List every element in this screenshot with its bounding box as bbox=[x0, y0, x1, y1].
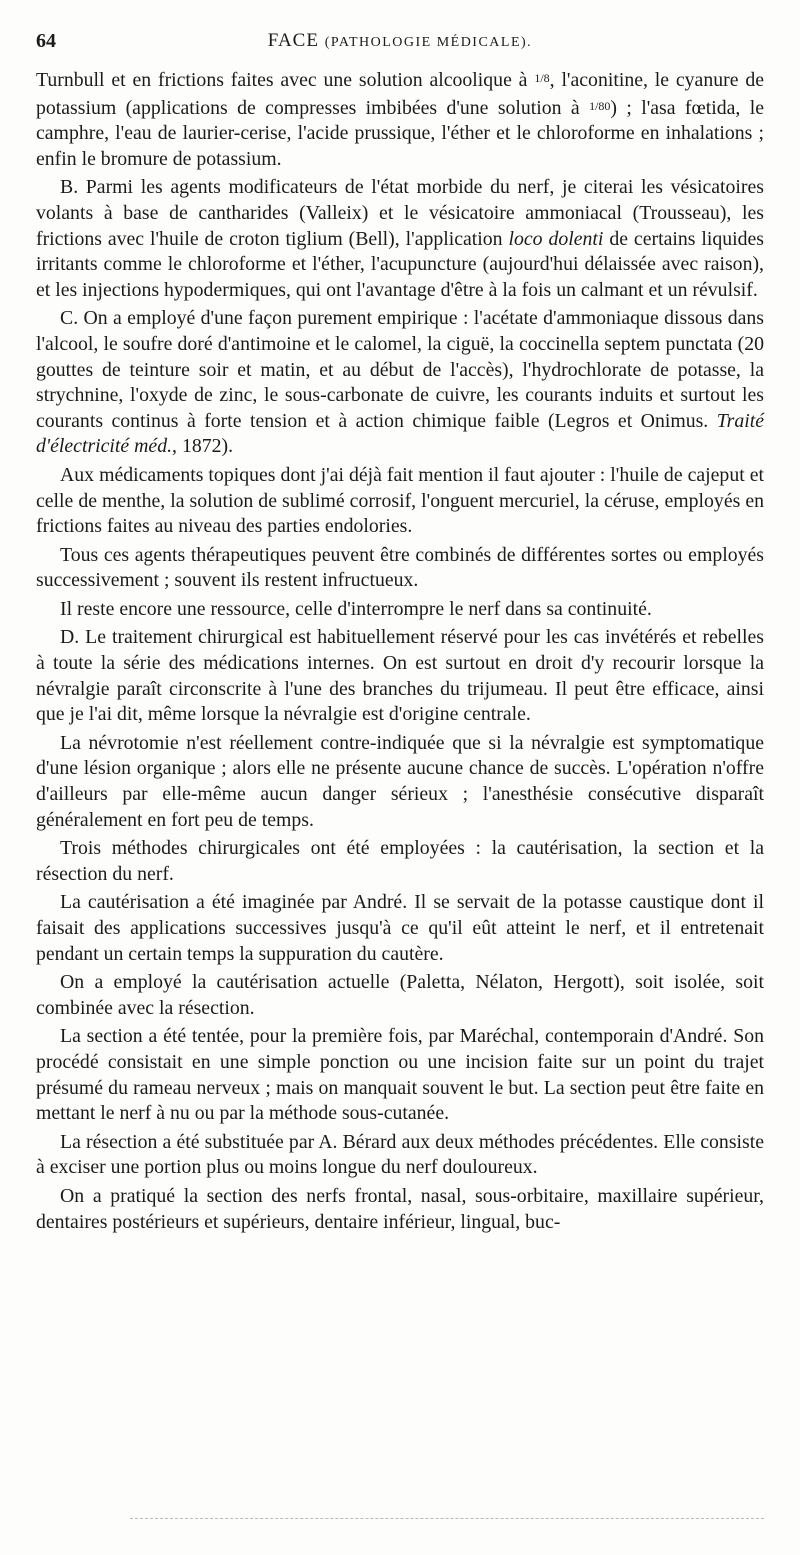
body-text bbox=[36, 66, 764, 1238]
paragraph-text: Turnbull et en frictions faites avec une solution alcoolique à bbox=[36, 69, 535, 91]
paragraph: On a employé la cautérisation actuelle (Paletta, Nélaton, Hergott), soit isolée, soit combinée avec la résection. bbox=[36, 971, 764, 1019]
fraction: 1/80 bbox=[589, 98, 611, 113]
paragraph: Trois méthodes chirurgicales ont été employées : la cautérisation, la section et la résection du nerf. bbox=[36, 837, 764, 885]
paragraph-text: , l'aconitine, le cyanure de potassium (applications de compresses imbibées d'une solution à bbox=[36, 69, 764, 119]
paragraph bbox=[36, 175, 764, 303]
paragraph: La névrotomie n'est réellement contre-indiquée que si la névralgie est symptomatique d'une lésion organique ; alors elle ne présente aucune chance de succès. L'opération n'offre d'ailleurs par elle-même aucun danger sérieux ; l'anesthésie consécutive disparaît généralement en fort peu de temps. bbox=[36, 731, 764, 831]
running-head-title: FACE bbox=[267, 30, 319, 51]
paragraph: La résection a été substituée par A. Bérard aux deux méthodes précédentes. Elle consiste à exciser une portion plus ou moins longue du nerf douloureux. bbox=[36, 1130, 764, 1179]
paragraph bbox=[36, 66, 764, 172]
citation-title: Traité d'électricité méd. bbox=[36, 409, 764, 458]
paragraph-text: ) ; l'asa fœtida, le camphre, l'eau de laurier-cerise, l'acide prussique, l'éther et le chloroforme en inhalations ; enfin le bromure de potassium. bbox=[36, 96, 764, 170]
page-number: 64 bbox=[36, 30, 56, 52]
italic-phrase: loco dolenti bbox=[508, 227, 604, 250]
paragraph: Il reste encore une ressource, celle d'interrompre le nerf dans sa continuité. bbox=[60, 597, 652, 620]
scan-artifact-line bbox=[130, 1518, 764, 1521]
running-head-subtitle: (PATHOLOGIE MÉDICALE). bbox=[324, 35, 533, 50]
paragraph: La cautérisation a été imaginée par André. Il se servait de la potasse caustique dont il faisait des applications successives jusqu'à ce qu'il eût atteint le nerf, et il entretenait pendant un certain temps la suppuration du cautère. bbox=[36, 891, 764, 965]
fraction: 1/8 bbox=[534, 71, 550, 85]
paragraph: La section a été tentée, pour la première fois, par Maréchal, contemporain d'André. Son procédé consistait en une simple ponction ou une incision faite sur un point du trajet présumé du rameau nerveux ; mais on manquait souvent le but. La section peut être faite en mettant le nerf à nu ou par la méthode sous-cutanée. bbox=[36, 1025, 764, 1125]
paragraph: Tous ces agents thérapeutiques peuvent être combinés de différentes sortes ou employés successivement ; souvent ils restent infructueux. bbox=[36, 543, 764, 592]
paragraph-text: C. On a employé d'une façon purement empirique : l'acétate d'ammoniaque dissous dans l'alcool, le soufre doré d'antimoine et le calomel, la ciguë, la coccinella septem punctata (20 gouttes de teinture soir et matin, et au début de l'accès), l'hydrochlorate de potasse, la strychnine, l'oxyde de zinc, le sous-carbonate de cuivre, les courants induits et surtout les courants continus à forte tension et à action chimique faible (Legros et Onimus. bbox=[36, 307, 764, 432]
paragraph-text: B. Parmi les agents modificateurs de l'état morbide du nerf, je citerai les vésicatoires volants à base de cantharides (Valleix) et le vésicatoire ammoniacal (Trousseau), les frictions avec l'huile de croton tiglium (Bell), l'application bbox=[36, 176, 764, 250]
paragraph-text: de certains liquides irritants comme le chloroforme et l'éther, l'acupuncture (aujourd'hui délaissée avec raison), et les injections hypodermiques, qui ont l'avantage d'être à la fois un calmant et un révulsif. bbox=[36, 227, 764, 301]
paragraph: D. Le traitement chirurgical est habituellement réservé pour les cas invétérés et rebelles à toute la série des médications internes. On est surtout en droit d'y recourir lorsque la névralgie paraît circonscrite à l'une des branches du trijumeau. Il peut être efficace, ainsi que je l'ai dit, même lorsque la névralgie est d'origine centrale. bbox=[36, 626, 764, 726]
paragraph: Aux médicaments topiques dont j'ai déjà fait mention il faut ajouter : l'huile de cajeput et celle de menthe, la solution de sublimé corrosif, l'onguent mercuriel, la céruse, employés en frictions faites au niveau des parties endolories. bbox=[36, 463, 764, 538]
running-head bbox=[36, 30, 764, 52]
paragraph: On a pratiqué la section des nerfs frontal, nasal, sous-orbitaire, maxillaire supérieur, dentaires postérieurs et supérieurs, dentaire inférieur, lingual, buc- bbox=[36, 1184, 764, 1233]
paragraph bbox=[36, 306, 764, 460]
paragraph-text: , 1872). bbox=[172, 435, 234, 458]
page-header bbox=[36, 30, 764, 56]
